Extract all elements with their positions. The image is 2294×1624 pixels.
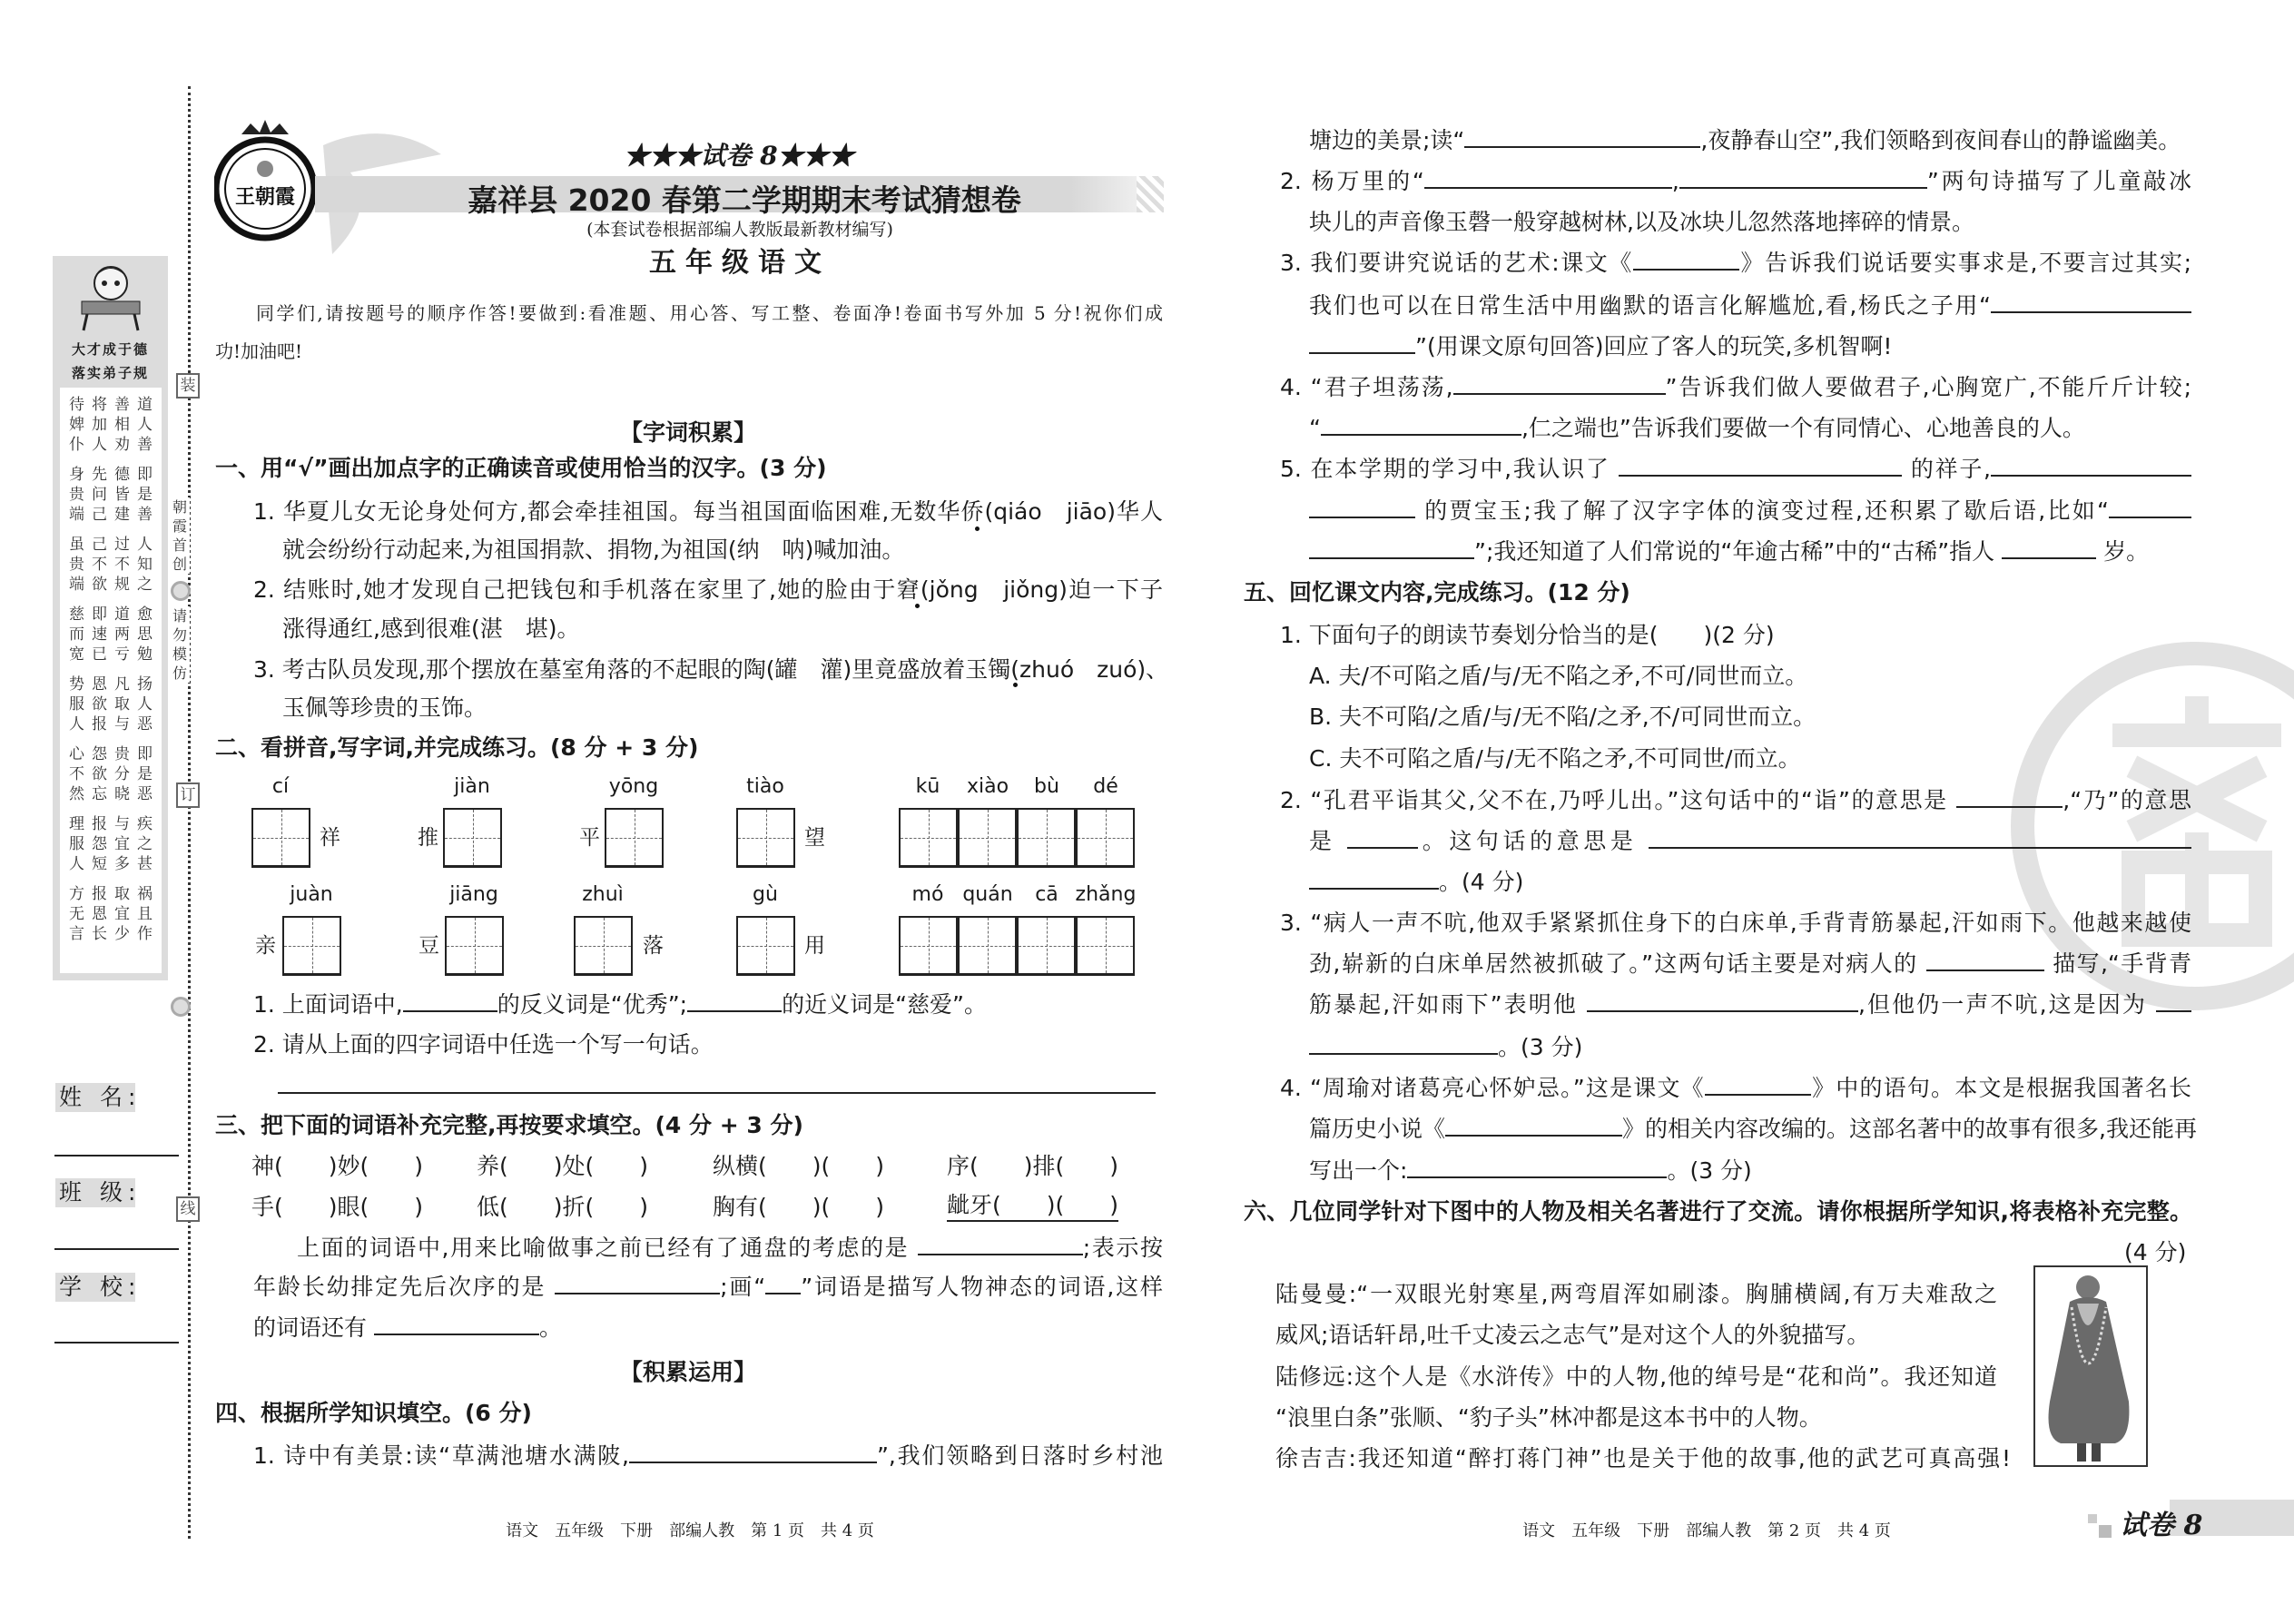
question-line: 5. 在本学期的学习中,我认识了 的祥子, — [1280, 453, 2191, 486]
given-char: 望 — [804, 826, 825, 850]
writing-box[interactable] — [899, 808, 958, 868]
question-line: 是 。这句话的意思是 — [1309, 825, 2191, 858]
pinyin: bù — [1034, 775, 1059, 798]
answer-blank[interactable] — [1424, 165, 1672, 189]
dialogue-line: “浪里白条”张顺、“豹子头”林冲都是这本书中的人物。 — [1275, 1404, 1822, 1431]
question-line: 劲,崭新的白床单居然被抓破了。”这两句话主要是对病人的 描写,“手背青 — [1309, 948, 2191, 980]
question-line: 2. “孔君平诣其父,父不在,乃呼儿出。”这句话中的“诣”的意思是 ,“乃”的意思 — [1280, 784, 2191, 817]
question-line: 写出一个: 。(3 分) — [1309, 1155, 2191, 1187]
verse-line: 理报与疾 — [69, 815, 160, 833]
answer-line[interactable] — [278, 1092, 1156, 1094]
word-fill: 序( )排( ) — [947, 1153, 1119, 1179]
class-label: 班 级: — [55, 1178, 135, 1207]
verse-line: 服怨宜之 — [69, 835, 160, 853]
verse-group — [60, 674, 162, 734]
question-line: 涨得通红,感到很难(湛 堪)。 — [282, 615, 580, 642]
answer-blank[interactable] — [2002, 536, 2096, 559]
watermark-glyph — [2124, 708, 2269, 935]
answer-blank[interactable] — [1619, 453, 1902, 477]
page-footer: 语文 五年级 下册 部编人教 第 2 页 共 4 页 — [1522, 1521, 1891, 1540]
score-label: (4 分) — [2124, 1239, 2187, 1265]
verse-group — [60, 605, 162, 664]
school-field[interactable] — [54, 1342, 179, 1343]
writing-box[interactable] — [736, 916, 795, 976]
answer-blank[interactable] — [1309, 536, 1474, 559]
page-footer: 语文 五年级 下册 部编人教 第 1 页 共 4 页 — [506, 1521, 874, 1540]
writing-box[interactable] — [282, 916, 341, 976]
answer-blank[interactable] — [1309, 495, 1415, 518]
verse-group — [60, 814, 162, 874]
answer-blank[interactable] — [555, 1271, 720, 1294]
question-line: “ ,仁之端也”告诉我们要做一个有同情心、心地善良的人。 — [1309, 412, 2191, 445]
verse-line: 仆人劝善 — [69, 436, 160, 454]
question-heading: 三、把下面的词语补充完整,再按要求填空。(4 分 + 3 分) — [215, 1112, 803, 1138]
emphasis-dot — [915, 604, 920, 608]
binding-mark-zhuang: 装 — [176, 373, 200, 399]
answer-blank[interactable] — [1347, 825, 1418, 849]
verse-group — [60, 395, 162, 455]
side-note-original: 朝霞首创 — [170, 497, 190, 574]
question-line: 2. 杨万里的“ , ”两句诗描写了儿童敲冰 — [1280, 165, 2191, 198]
answer-blank[interactable] — [1464, 124, 1700, 148]
pinyin: jiàn — [454, 775, 490, 798]
banner-pattern — [1137, 176, 1164, 212]
section-title-usage: 【积累运用】 — [619, 1359, 757, 1385]
given-char: 用 — [804, 934, 825, 958]
subject-title: 五年级语文 — [649, 247, 831, 279]
class-field[interactable] — [54, 1248, 179, 1250]
svg-text:王朝霞: 王朝霞 — [234, 185, 296, 209]
verse-group — [60, 465, 162, 525]
question-line: 3. 考古队员发现,那个摆放在墓室角落的不起眼的陶(罐 灌)里竟盛放着玉镯(zhuó zuó)、 — [253, 656, 1169, 683]
writing-box[interactable] — [1017, 916, 1076, 976]
writing-box[interactable] — [443, 808, 502, 868]
word-fill: 纵横( )( ) — [713, 1153, 885, 1179]
pinyin: kū — [915, 775, 940, 798]
question-line: 玉佩等珍贵的玉饰。 — [282, 694, 487, 721]
verse-line: 无恩宜且 — [69, 905, 160, 923]
emphasis-dot — [1013, 683, 1018, 687]
given-char: 豆 — [418, 934, 439, 958]
question-line: 1. 下面句子的朗读节奏划分恰当的是( )(2 分) — [1280, 622, 1775, 648]
answer-blank[interactable] — [1705, 1072, 1811, 1096]
answer-blank[interactable] — [1407, 1155, 1667, 1178]
verse-line: 服欲取人 — [69, 695, 160, 714]
question-line: 就会纷纷行动起来,为祖国捐款、捐物,为祖国(纳 呐)喊加油。 — [282, 536, 905, 563]
writing-box[interactable] — [574, 916, 633, 976]
option-c: C. 夫不可陷之盾/与/无不陷之矛,不可同世/而立。 — [1309, 745, 1801, 772]
answer-blank[interactable] — [2109, 495, 2191, 518]
section-title-words: 【字词积累】 — [619, 419, 757, 446]
answer-blank[interactable] — [1309, 866, 1439, 890]
school-label: 学 校: — [55, 1273, 135, 1302]
verse-group — [60, 744, 162, 804]
word-fill: 养( )处( ) — [477, 1153, 649, 1179]
question-line: 1. 上面词语中, 的反义词是“优秀”; 的近义词是“慈爱”。 — [253, 989, 1163, 1021]
answer-blank[interactable] — [765, 1271, 801, 1294]
writing-box[interactable] — [958, 916, 1017, 976]
verse-group — [60, 535, 162, 595]
answer-blank[interactable] — [1587, 989, 1858, 1012]
question-line: 。(3 分) — [1309, 1031, 2191, 1064]
question-heading: 五、回忆课文内容,完成练习。(12 分) — [1244, 579, 1630, 605]
dialogue-line: 陆修远:这个人是《水浒传》中的人物,他的绰号是“花和尚”。我还知道 — [1275, 1363, 1997, 1390]
question-line: ”;我还知道了人们常说的“年逾古稀”中的“古稀”指人 岁。 — [1309, 536, 2191, 568]
binding-line — [188, 86, 191, 1539]
writing-box[interactable] — [899, 916, 958, 976]
question-line: 4. “周瑜对诸葛亮心怀妒忌。”这是课文《 》中的语句。本文是根据我国著名长 — [1280, 1072, 2191, 1105]
writing-box[interactable] — [251, 808, 310, 868]
emphasis-dot — [975, 527, 980, 531]
answer-blank[interactable] — [1956, 784, 2063, 808]
question-line: 1. 诗中有美景:读“草满池塘水满陂, ”,我们领略到日落时乡村池 — [253, 1440, 1163, 1472]
pinyin: tiào — [746, 775, 784, 798]
word-fill: 神( )妙( ) — [251, 1153, 424, 1179]
question-line: 的词语还有 。 — [253, 1312, 1163, 1344]
word-fill: 手( )眼( ) — [251, 1194, 424, 1220]
pinyin: mó — [911, 883, 944, 906]
dialogue-line: 威风;语话轩昂,吐千丈凌云之志气”是对这个人的外貌描写。 — [1275, 1322, 1870, 1348]
question-line: 。(4 分) — [1309, 866, 2191, 899]
verse-line: 人报与恶 — [69, 715, 160, 733]
pinyin: cā — [1035, 883, 1058, 906]
writing-box[interactable] — [1076, 916, 1135, 976]
instructions-line: 同学们,请按题号的顺序作答!要做到:看准题、用心答、写工整、卷面净!卷面书写外加 5 分!祝你们成 — [256, 302, 1163, 324]
side-note-no-copy: 请勿模仿 — [170, 606, 190, 683]
question-line: 我们也可以在日常生活中用幽默的语言化解尴尬,看,杨氏之子用“ — [1309, 290, 2191, 322]
answer-blank[interactable] — [374, 1312, 539, 1335]
verse-line: 言长少作 — [69, 925, 160, 943]
question-heading: 一、用“√”画出加点字的正确读音或使用恰当的汉字。(3 分) — [215, 455, 827, 481]
verse-group — [60, 884, 162, 944]
answer-blank[interactable] — [1309, 1031, 1498, 1055]
sidebar-dizigui — [53, 256, 168, 980]
verse-line: 虽己过人 — [69, 536, 160, 554]
pinyin: juàn — [290, 883, 333, 906]
answer-blank[interactable] — [403, 989, 497, 1012]
question-line: 3. 我们要讲究说话的艺术:课文《 》告诉我们说话要实事求是,不要言过其实; — [1280, 247, 2191, 280]
answer-blank[interactable] — [1991, 453, 2191, 477]
given-char: 祥 — [320, 826, 340, 850]
dialogue-line: 徐吉吉:我还知道“醉打蒋门神”也是关于他的故事,他的武艺可真高强! — [1275, 1445, 2011, 1471]
question-line: 2. 结账时,她才发现自己把钱包和手机落在家里了,她的脸由于窘(jǒng jiǒng)迫一下子 — [253, 576, 1163, 603]
writing-box[interactable] — [958, 808, 1017, 868]
verse-line: 贵不不知 — [69, 556, 160, 574]
answer-blank[interactable] — [1321, 412, 1521, 436]
given-char: 平 — [579, 826, 600, 850]
question-line: ”(用课文原句回答)回应了客人的玩笑,多机智啊! — [1309, 330, 2191, 363]
answer-blank[interactable] — [918, 1232, 1083, 1255]
option-b: B. 夫不可陷/之盾/与/无不陷/之矛,不/可同世而立。 — [1309, 704, 1816, 730]
verse-line: 方报取祸 — [69, 885, 160, 903]
verse-line: 不欲分是 — [69, 765, 160, 783]
verse-list — [60, 388, 162, 973]
page-title: 嘉祥县 2020 春第二学期期末考试猜想卷 — [468, 182, 1021, 218]
verse-line: 慈即道愈 — [69, 605, 160, 624]
question-line: 年龄长幼排定先后次序的是 ;画“ ”词语是描写人物神态的词语,这样 — [253, 1271, 1163, 1304]
word-fill: 胸有( )( ) — [713, 1194, 885, 1220]
answer-blank[interactable] — [1633, 247, 1739, 271]
verse-line: 婢加相人 — [69, 416, 160, 434]
character-illustration — [2033, 1265, 2148, 1467]
answer-blank[interactable] — [1649, 825, 2191, 849]
scholar-cartoon-icon — [78, 260, 143, 332]
question-line: 块儿的声音像玉磬一般穿越树林,以及冰块儿忽然落地摔碎的情景。 — [1309, 209, 1974, 235]
question-heading: 六、几位同学针对下图中的人物及相关名著进行了交流。请你根据所学知识,将表格补充完整。 — [1244, 1198, 2192, 1225]
badge-pixel — [2088, 1514, 2097, 1523]
paper-badge: 试卷 8 — [2120, 1510, 2203, 1541]
writing-box[interactable] — [1076, 808, 1135, 868]
answer-blank[interactable] — [1926, 948, 2044, 971]
binding-mark-xian: 线 — [176, 1196, 200, 1222]
question-line: 篇历史小说《 》的相关内容改编的。这部名著中的故事有很多,我还能再 — [1309, 1113, 2191, 1146]
given-char: 落 — [643, 934, 664, 958]
word-fill-underlined: 龇牙( )( ) — [947, 1191, 1118, 1222]
answer-blank[interactable] — [1991, 290, 2191, 313]
writing-box[interactable] — [736, 808, 795, 868]
answer-blank[interactable] — [687, 989, 782, 1012]
answer-blank[interactable] — [1309, 330, 1415, 354]
verse-line: 而速两思 — [69, 625, 160, 644]
instructions-line: 功!加油吧! — [215, 340, 303, 362]
answer-blank[interactable] — [1679, 165, 1927, 189]
pinyin: zhuì — [582, 883, 624, 906]
question-line: 4. “君子坦荡荡, ”告诉我们做人要做君子,心胸宽广,不能斤斤计较; — [1280, 371, 2191, 404]
question-line: 2. 请从上面的四字词语中任选一个写一句话。 — [253, 1031, 714, 1058]
question-line: 1. 华夏儿女无论身处何方,都会牵挂祖国。每当祖国面临困难,无数华侨(qiáo jiāo)华人 — [253, 498, 1163, 525]
answer-blank[interactable] — [1445, 1113, 1622, 1137]
verse-line: 身先德即 — [69, 466, 160, 484]
question-line: 的贾宝玉;我了解了汉字字体的演变过程,还积累了歇后语,比如“ — [1309, 495, 2191, 527]
verse-line: 宽已亏勉 — [69, 645, 160, 664]
answer-blank[interactable] — [1453, 371, 1666, 395]
pinyin: zhǎng — [1075, 883, 1137, 906]
verse-line: 端欲规之 — [69, 576, 160, 594]
verse-line: 然忘晓恶 — [69, 785, 160, 803]
verse-line: 心怨贵即 — [69, 745, 160, 763]
given-char: 推 — [418, 826, 438, 850]
pinyin: quán — [962, 883, 1013, 906]
seal-icon — [171, 997, 191, 1017]
motto-line: 落实弟子规 — [71, 365, 149, 381]
name-field[interactable] — [54, 1155, 179, 1156]
pinyin: cí — [271, 775, 290, 798]
page-subtitle: (本套试卷根据部编人教版最新教材编写) — [586, 220, 893, 240]
question-heading: 二、看拼音,写字词,并完成练习。(8 分 + 3 分) — [215, 734, 699, 761]
pinyin: dé — [1093, 775, 1118, 798]
answer-blank[interactable] — [2156, 989, 2191, 1012]
word-fill: 低( )折( ) — [477, 1194, 649, 1220]
verse-line: 端己建善 — [69, 506, 160, 524]
pinyin: jiāng — [449, 883, 498, 906]
question-line: 筋暴起,汗如雨下”表明他 ,但他仍一声不吭,这是因为 — [1309, 989, 2191, 1021]
binding-mark-ding: 订 — [176, 782, 200, 808]
question-line: 上面的词语中,用来比喻做事之前已经有了通盘的考虑的是 ;表示按 — [297, 1232, 1163, 1265]
pinyin: yōng — [608, 775, 659, 798]
dialogue-line: 陆曼曼:“一双眼光射寒星,两弯眉浑如刷漆。胸脯横阔,有万夫难敌之 — [1275, 1281, 1997, 1307]
answer-blank[interactable] — [629, 1440, 877, 1463]
question-line: 塘边的美景;读“ ,夜静春山空”,我们领略到夜间春山的静谧幽美。 — [1309, 124, 2191, 157]
question-heading: 四、根据所学知识填空。(6 分) — [215, 1400, 532, 1426]
writing-box[interactable] — [605, 808, 664, 868]
name-label: 姓 名: — [55, 1083, 135, 1112]
option-a: A. 夫/不可陷之盾/与/无不陷之矛,不可/同世而立。 — [1309, 663, 1808, 689]
verse-line: 待将善道 — [69, 396, 160, 414]
writing-box[interactable] — [1017, 808, 1076, 868]
verse-line: 势恩凡扬 — [69, 675, 160, 694]
writing-box[interactable] — [445, 916, 504, 976]
badge-pixel — [2099, 1525, 2112, 1538]
pinyin: xiào — [966, 775, 1009, 798]
verse-line: 贵问皆是 — [69, 486, 160, 504]
pinyin: gù — [753, 883, 778, 906]
verse-line: 人短多甚 — [69, 855, 160, 873]
motto-line: 大才成于德 — [71, 341, 149, 358]
paper-tag: ★★★试卷 8★★★ — [624, 141, 854, 171]
given-char: 亲 — [255, 934, 276, 958]
question-line: 3. “病人一声不吭,他双手紧紧抓住身下的白床单,手背青筋暴起,汗如雨下。他越来越使 — [1280, 910, 2191, 936]
seal-icon — [171, 581, 191, 601]
